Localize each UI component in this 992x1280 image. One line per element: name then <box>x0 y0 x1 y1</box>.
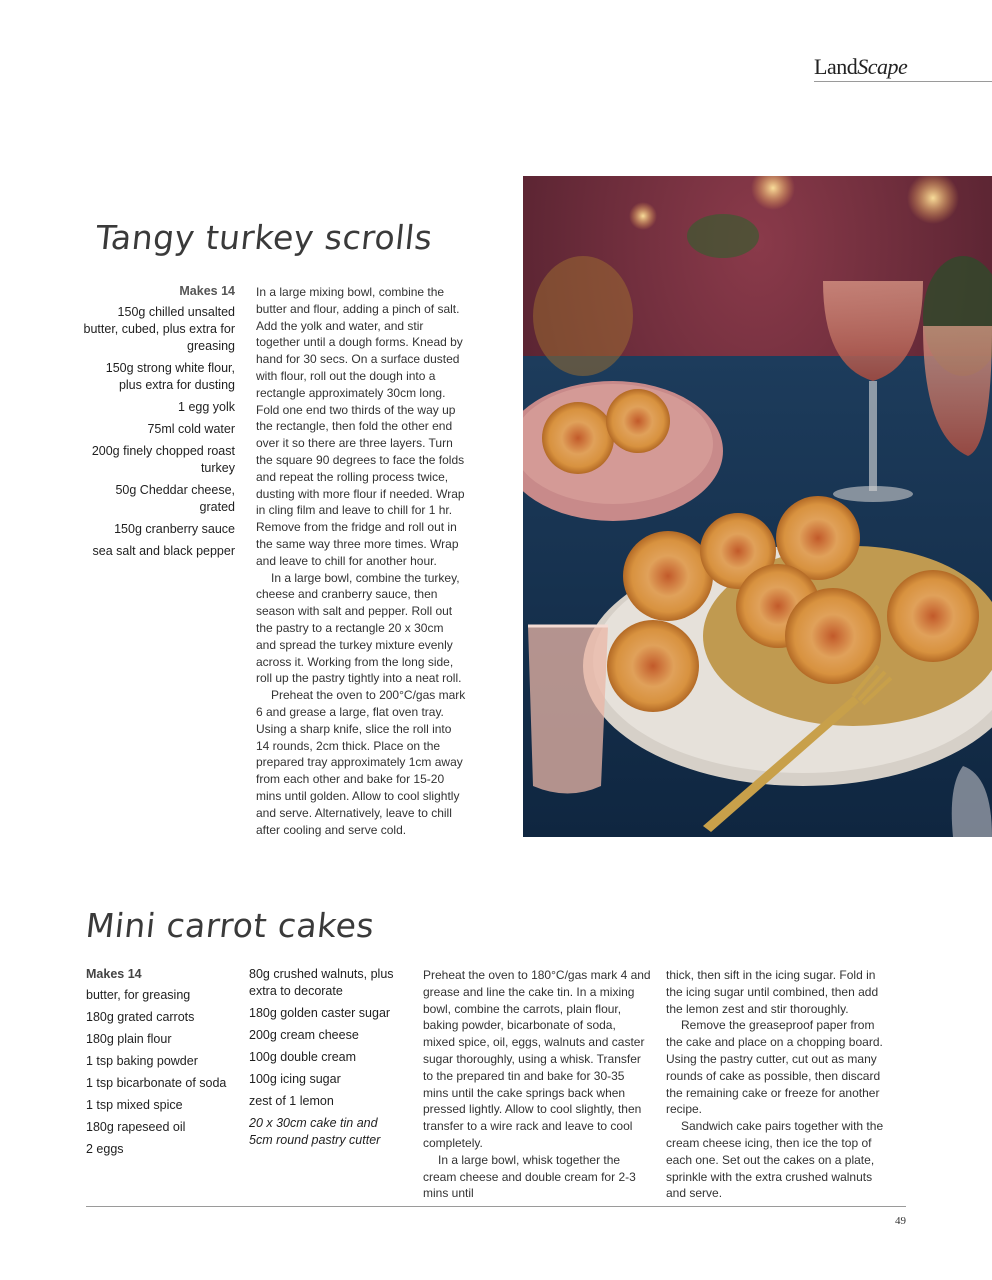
ingredient-item: 1 tsp bicarbonate of soda <box>86 1076 227 1090</box>
ingredient-item: 2 eggs <box>86 1142 124 1156</box>
ingredient-item: 100g icing sugar <box>249 1072 341 1086</box>
ingredient-item: 200g finely chopped roast turkey <box>91 444 235 475</box>
recipe2-makes: Makes 14 <box>86 967 142 981</box>
method-paragraph: In a large bowl, whisk together the cream cheese and double cream for 2-3 mins until <box>423 1152 636 1201</box>
recipe2-ingredients-col2 <box>249 966 399 1154</box>
ingredient-item: 150g chilled unsalted butter, cubed, plus extra for greasing <box>83 305 235 353</box>
method-paragraph: Preheat the oven to 180°C/gas mark 4 and grease and line the cake tin. In a mixing bowl, combine the carrots, plain flour, baking powder, bicarbonate of soda, mixed spice, oil, eggs, walnuts and caster sugar thoroughly, using a whisk. Transfer to the prepared tin and bake for 30-35 mins until the cake springs back when pressed lightly. Allow to cool slightly, then transfer to a wire rack and leave to cool completely. <box>423 968 651 1150</box>
method-paragraph: Preheat the oven to 200°C/gas mark 6 and grease a large, flat oven tray. Using a sharp knife, slice the roll into 14 rounds, 2cm thick. Place on the prepared tray approximately 1cm away from each other and bake for 15-20 mins until golden. Allow to cool slightly and serve. Alternatively, leave to chill after cooling and serve cold. <box>256 688 466 837</box>
magazine-logo <box>814 54 992 82</box>
logo-scape: Scape <box>857 54 908 79</box>
food-photo-illustration <box>523 176 992 837</box>
method-paragraph: In a large mixing bowl, combine the butter and flour, adding a pinch of salt. Add the yolk and water, and stir together until a dough forms. Knead by hand for 30 secs. On a surface dusted with flour, roll out the dough into a rectangle approximately 30cm long. Fold one end two thirds of the way up the rectangle, then fold the other end over it so there are three layers. Turn the square 90 degrees to face the folds and repeat the rolling process twice, dusting with more flour if needed. Wrap in cling film and leave to chill for 1 hr. Remove from the fridge and roll out in the same way three more times. Wrap and leave to chill for another hour. <box>256 285 465 568</box>
recipe1-title: Tangy turkey scrolls <box>93 218 435 257</box>
footer-divider <box>86 1206 906 1207</box>
recipe1-ingredients <box>82 283 235 565</box>
ingredient-item: 1 tsp mixed spice <box>86 1098 183 1112</box>
ingredient-item: butter, for greasing <box>86 988 191 1002</box>
logo-land: Land <box>814 54 858 79</box>
ingredient-item: 200g cream cheese <box>249 1028 359 1042</box>
ingredient-item: 75ml cold water <box>147 422 235 436</box>
ingredient-item: 50g Cheddar cheese, grated <box>115 483 235 514</box>
ingredient-item: 150g cranberry sauce <box>114 522 235 536</box>
page-number: 49 <box>895 1215 906 1227</box>
ingredient-item: 180g golden caster sugar <box>249 1006 391 1020</box>
recipe2-title: Mini carrot cakes <box>83 906 377 945</box>
ingredient-item: 150g strong white flour, plus extra for dusting <box>105 361 235 392</box>
recipe-photo <box>523 176 992 837</box>
ingredient-item: zest of 1 lemon <box>249 1094 334 1108</box>
method-paragraph: Remove the greaseproof paper from the cake and place on a chopping board. Using the pastry cutter, cut out as many rounds of cake as possible, then discard the remaining cake or freeze for another recipe. <box>666 1018 883 1117</box>
ingredient-item: 100g double cream <box>249 1050 357 1064</box>
method-paragraph: thick, then sift in the icing sugar. Fold in the icing sugar until combined, then add the lemon zest and stir thoroughly. <box>666 968 879 1016</box>
recipe2-method-col2 <box>666 967 894 1202</box>
ingredient-item: 1 tsp baking powder <box>86 1054 198 1068</box>
ingredient-item: 180g plain flour <box>86 1032 172 1046</box>
recipe2-ingredients-col1 <box>86 966 236 1163</box>
recipe2-method-col1 <box>423 967 651 1202</box>
ingredient-item: sea salt and black pepper <box>92 544 235 558</box>
method-paragraph: In a large bowl, combine the turkey, cheese and cranberry sauce, then season with salt and pepper. Roll out the pastry to a rectangle 20 x 30cm and spread the turkey mixture evenly across it. Working from the long side, roll up the pastry tightly into a neat roll. <box>256 570 462 686</box>
ingredient-item: 180g rapeseed oil <box>86 1120 186 1134</box>
recipe1-method <box>256 284 466 838</box>
ingredient-item: 180g grated carrots <box>86 1010 195 1024</box>
equipment-note: 20 x 30cm cake tin and 5cm round pastry cutter <box>249 1116 381 1147</box>
ingredient-item: 80g crushed walnuts, plus extra to decorate <box>249 967 394 998</box>
method-paragraph: Sandwich cake pairs together with the cream cheese icing, then ice the top of each one. Set out the cakes on a plate, sprinkle with the extra crushed walnuts and serve. <box>666 1119 884 1201</box>
recipe1-makes: Makes 14 <box>179 284 235 298</box>
ingredient-item: 1 egg yolk <box>178 400 235 414</box>
